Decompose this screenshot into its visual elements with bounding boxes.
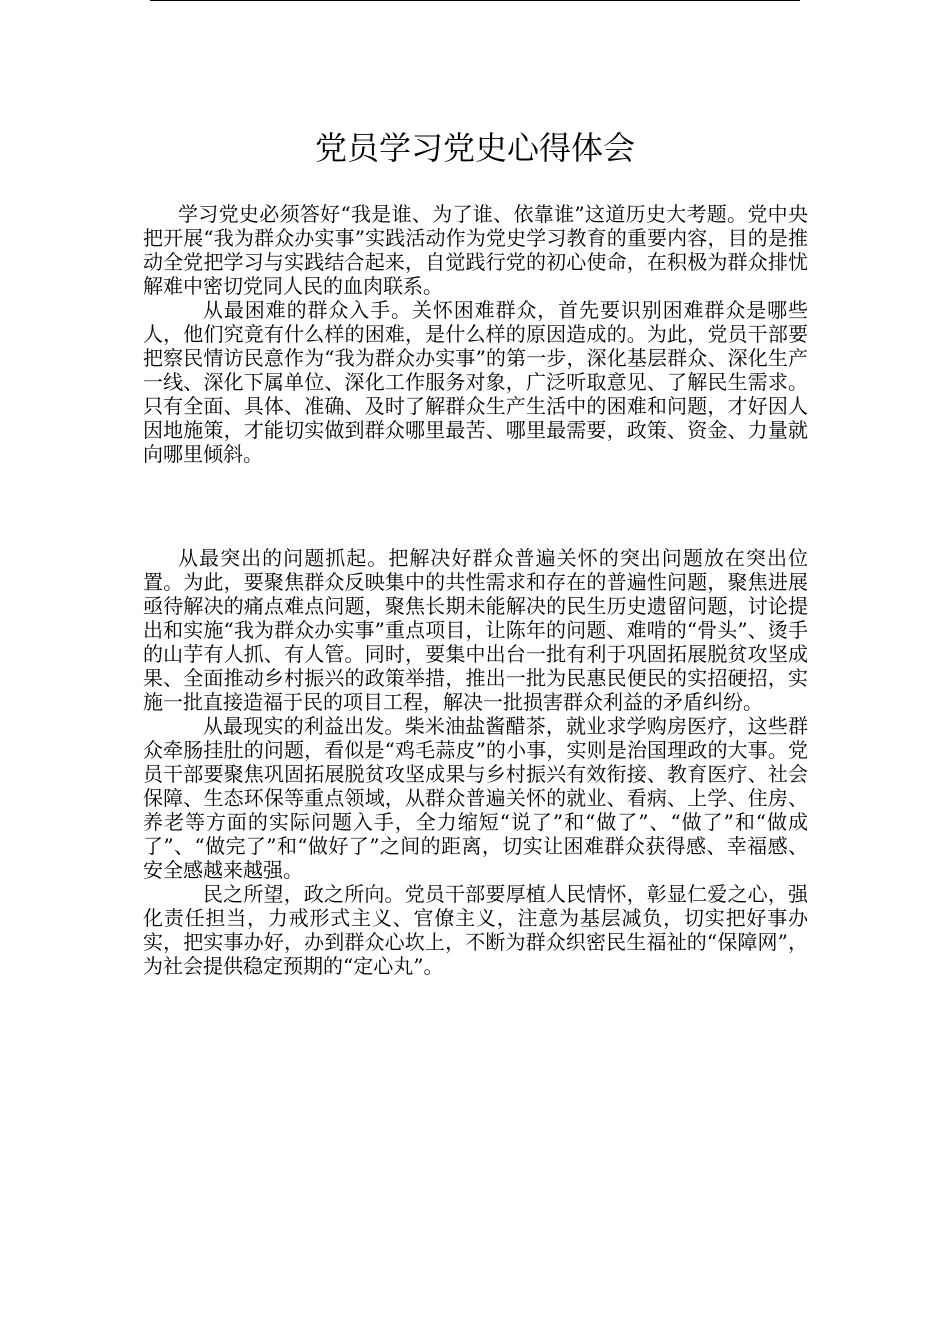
paragraph-intro: 学习党史必须答好“我是谁、为了谁、依靠谁”这道历史大考题。党中央把开展“我为群众办实事”实践活动作为党史学习教育的重要内容，目的是推动全党把学习与实践结合起来，自觉践行党的初心使命，在积极为群众排忧解难中密切党同人民的血肉联系。 [143, 202, 808, 298]
document-title: 党员学习党史心得体会 [314, 129, 635, 167]
top-rule [150, 0, 800, 1]
text-block-2 [143, 546, 808, 978]
paragraph-practical-interests: 从最现实的利益出发。柴米油盐酱醋茶，就业求学购房医疗，这些群众牵肠挂肚的问题，看似是“鸡毛蒜皮”的小事，实则是治国理政的大事。党员干部要聚焦巩固拓展脱贫攻坚成果与乡村振兴有效衔接、教育医疗、社会保障、生态环保等重点领域，从群众普遍关怀的就业、看病、上学、住房、养老等方面的实际问题入手，全力缩短“说了”和“做了”、“做了”和“做成了”、“做完了”和“做好了”之间的距离，切实让困难群众获得感、幸福感、安全感越来越强。 [143, 714, 808, 882]
text-block-1 [143, 202, 808, 466]
paragraph-conclusion: 民之所望，政之所向。党员干部要厚植人民情怀，彰显仁爱之心，强化责任担当，力戒形式主义、官僚主义，注意为基层减负，切实把好事办实，把实事办好，办到群众心坎上，不断为群众织密民生福祉的“保障网”，为社会提供稳定预期的“定心丸”。 [143, 882, 808, 978]
paragraph-prominent-issues: 从最突出的问题抓起。把解决好群众普遍关怀的突出问题放在突出位置。为此，要聚焦群众反映集中的共性需求和存在的普遍性问题，聚焦进展亟待解决的痛点难点问题，聚焦长期未能解决的民生历史遗留问题，讨论提出和实施“我为群众办实事”重点项目，让陈年的问题、难啃的“骨头”、烫手的山芋有人抓、有人管。同时，要集中出台一批有利于巩固拓展脱贫攻坚成果、全面推动乡村振兴的政策举措，推出一批为民惠民便民的实招硬招，实施一批直接造福于民的项目工程，解决一批损害群众利益的矛盾纠纷。 [143, 546, 808, 714]
paragraph-difficult-masses: 从最困难的群众入手。关怀困难群众，首先要识别困难群众是哪些人，他们究竟有什么样的困难，是什么样的原因造成的。为此，党员干部要把察民情访民意作为“我为群众办实事”的第一步，深化基层群众、深化生产一线、深化下属单位、深化工作服务对象，广泛听取意见、了解民生需求。只有全面、具体、准确、及时了解群众生产生活中的困难和问题，才好因人因地施策，才能切实做到群众哪里最苦、哪里最需要，政策、资金、力量就向哪里倾斜。 [143, 298, 808, 466]
